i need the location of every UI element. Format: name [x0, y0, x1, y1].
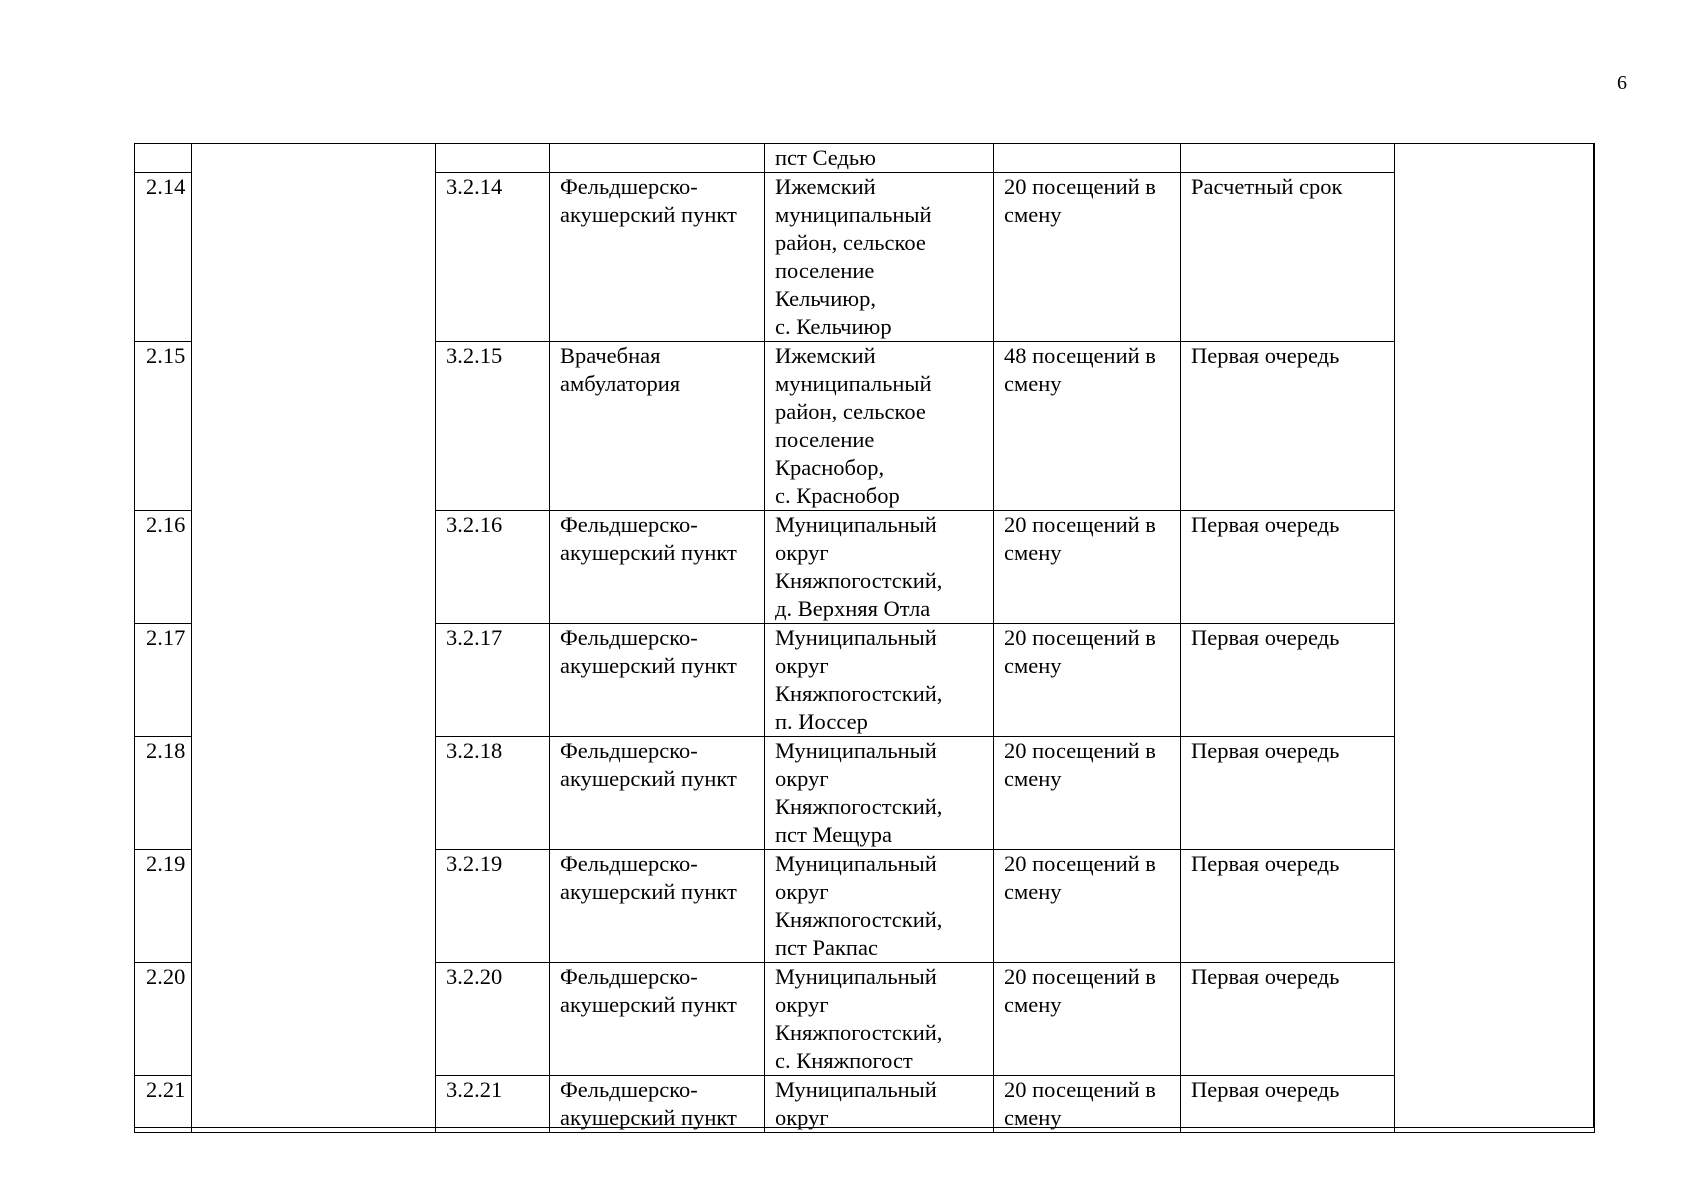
capacity-cell: 20 посещений в смену	[994, 173, 1181, 342]
capacity-cell: 20 посещений в смену	[994, 511, 1181, 624]
location-cell: Муниципальный округ Княжпогостский, пст Мещура	[765, 737, 994, 850]
merged-blank-cell	[192, 144, 436, 1133]
term-cell: Первая очередь	[1181, 737, 1395, 850]
location-cell: Муниципальный округ Княжпогостский, с. Княжпогост	[765, 963, 994, 1076]
name-cell: Фельдшерско- акушерский пункт	[550, 511, 765, 624]
capacity-cell: 20 посещений в смену	[994, 737, 1181, 850]
code-cell: 3.2.16	[436, 511, 550, 624]
capacity-cell: 20 посещений в смену	[994, 850, 1181, 963]
location-cell: Ижемский муниципальный район, сельское поселение Краснобор, с. Краснобор	[765, 342, 994, 511]
code-cell	[436, 144, 550, 173]
term-cell: Расчетный срок	[1181, 173, 1395, 342]
row-number-cell: 2.18	[135, 737, 192, 850]
term-cell: Первая очередь	[1181, 850, 1395, 963]
name-cell: Фельдшерско- акушерский пункт	[550, 963, 765, 1076]
name-cell: Фельдшерско- акушерский пункт	[550, 737, 765, 850]
capacity-cell: 20 посещений в смену	[994, 624, 1181, 737]
term-cell: Первая очередь	[1181, 342, 1395, 511]
row-number-cell: 2.21	[135, 1076, 192, 1133]
name-cell: Врачебная амбулатория	[550, 342, 765, 511]
name-cell: Фельдшерско- акушерский пункт	[550, 1076, 765, 1133]
location-cell: Муниципальный округ Княжпогостский, д. Верхняя Отла	[765, 511, 994, 624]
capacity-cell	[994, 144, 1181, 173]
row-number-cell: 2.16	[135, 511, 192, 624]
row-number-cell: 2.19	[135, 850, 192, 963]
capacity-cell: 48 посещений в смену	[994, 342, 1181, 511]
term-cell: Первая очередь	[1181, 963, 1395, 1076]
merged-blank-cell	[1395, 144, 1595, 1133]
name-cell: Фельдшерско- акушерский пункт	[550, 850, 765, 963]
location-cell: Муниципальный округ Княжпогостский, п. Иоссер	[765, 624, 994, 737]
location-cell: Муниципальный округ	[765, 1076, 994, 1133]
facilities-table	[134, 143, 1595, 1133]
row-number-cell: 2.14	[135, 173, 192, 342]
row-number-cell: 2.15	[135, 342, 192, 511]
term-cell	[1181, 144, 1395, 173]
code-cell: 3.2.20	[436, 963, 550, 1076]
capacity-cell: 20 посещений в смену	[994, 963, 1181, 1076]
row-number-cell: 2.20	[135, 963, 192, 1076]
term-cell: Первая очередь	[1181, 624, 1395, 737]
page-number: 6	[1617, 72, 1627, 94]
row-number-cell	[135, 144, 192, 173]
location-cell: Ижемский муниципальный район, сельское поселение Кельчиюр, с. Кельчиюр	[765, 173, 994, 342]
name-cell: Фельдшерско- акушерский пункт	[550, 624, 765, 737]
term-cell: Первая очередь	[1181, 511, 1395, 624]
code-cell: 3.2.21	[436, 1076, 550, 1133]
location-cell: Муниципальный округ Княжпогостский, пст Ракпас	[765, 850, 994, 963]
term-cell: Первая очередь	[1181, 1076, 1395, 1133]
capacity-cell: 20 посещений в смену	[994, 1076, 1181, 1133]
location-cell: пст Седью	[765, 144, 994, 173]
row-number-cell: 2.17	[135, 624, 192, 737]
code-cell: 3.2.17	[436, 624, 550, 737]
code-cell: 3.2.19	[436, 850, 550, 963]
name-cell: Фельдшерско- акушерский пункт	[550, 173, 765, 342]
code-cell: 3.2.14	[436, 173, 550, 342]
continuation-row	[135, 144, 1595, 173]
name-cell	[550, 144, 765, 173]
code-cell: 3.2.18	[436, 737, 550, 850]
code-cell: 3.2.15	[436, 342, 550, 511]
